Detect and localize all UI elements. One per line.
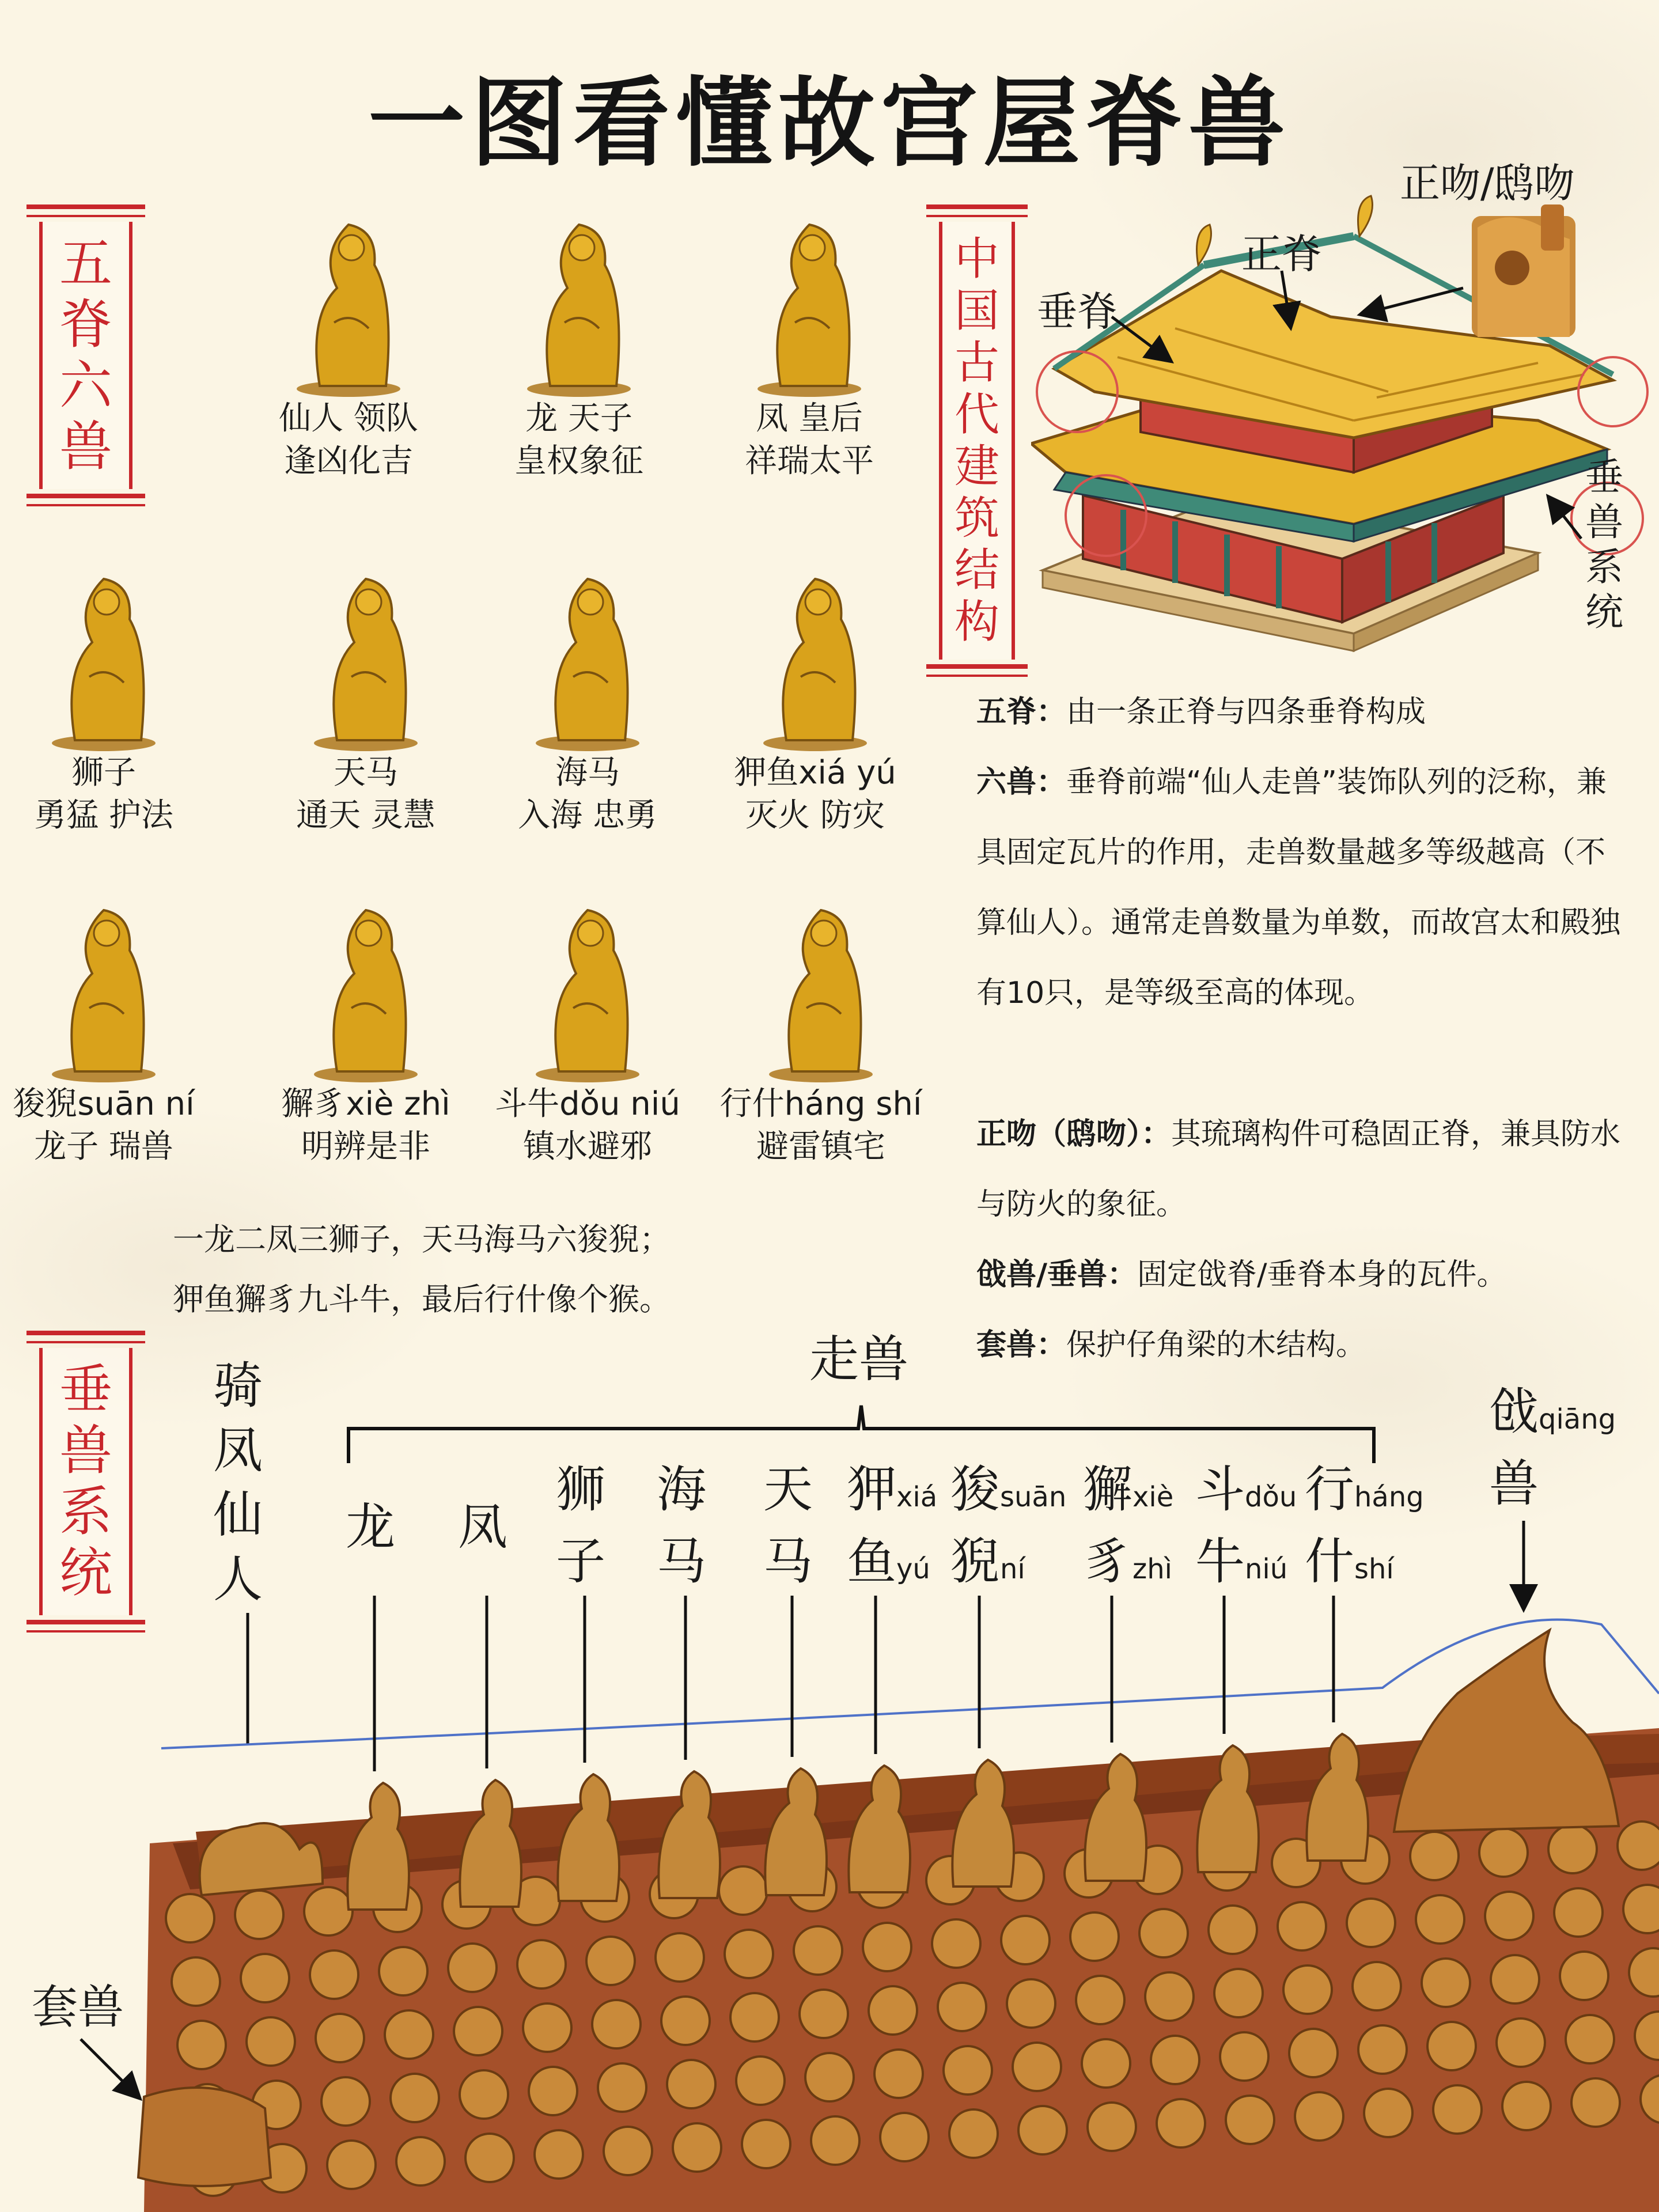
label-zoushou: 走兽	[809, 1331, 908, 1388]
label-char: 狎	[847, 1461, 896, 1518]
rhyme-line: 一龙二凤三狮子，天马海马六狻猊；	[173, 1221, 671, 1257]
beast-name: 狻猊suān ní	[13, 1085, 195, 1123]
roof-tile	[166, 1894, 214, 1942]
roof-tile	[321, 2077, 370, 2126]
explain-term: 六兽：	[976, 765, 1067, 800]
label-char: 天	[763, 1461, 813, 1518]
explain-term: 五脊：	[976, 695, 1067, 729]
roof-tile	[1013, 2043, 1061, 2091]
beast-desc: 避雷镇宅	[756, 1128, 885, 1165]
explain-term: 正吻（鸱吻）：	[976, 1117, 1172, 1152]
label-char: 古	[954, 337, 999, 389]
pinyin: niú	[1245, 1553, 1288, 1585]
pinyin: zhì	[1132, 1553, 1172, 1585]
label-char: 兽	[1489, 1455, 1539, 1513]
beast-desc: 祥瑞太平	[745, 442, 874, 480]
roof-tile	[1433, 2085, 1482, 2134]
roof-tile	[1283, 1965, 1332, 2014]
beast-name: 凤 皇后	[756, 400, 863, 437]
roof-tile	[1497, 2018, 1545, 2067]
roof-tile	[1209, 1906, 1257, 1954]
roof-tile	[661, 1997, 710, 2045]
roof-tile	[235, 1891, 283, 1939]
roof-tile	[736, 2056, 785, 2105]
label-char: 五	[59, 233, 112, 294]
roof-tile	[805, 2053, 854, 2101]
roof-tile	[1001, 1916, 1050, 1964]
roof-tile	[1422, 1959, 1470, 2007]
label-char: 统	[59, 1542, 112, 1604]
roof-tile	[1364, 2089, 1412, 2137]
label-char: 国	[954, 285, 999, 337]
pinyin: yú	[896, 1553, 930, 1585]
explain-term: 戗兽/垂兽：	[976, 1257, 1137, 1292]
beast-desc: 通天 灵慧	[296, 797, 435, 834]
roof-tile	[742, 2120, 790, 2168]
beast-desc: 明辨是非	[301, 1128, 430, 1165]
label-char: 仙	[213, 1486, 263, 1544]
roof-tile	[1076, 1976, 1124, 2024]
beast-name: 海马	[555, 754, 620, 791]
roof-tile	[1289, 2029, 1338, 2077]
roof-tile	[1226, 2096, 1274, 2144]
roof-tile	[1295, 2092, 1343, 2141]
roof-tile	[604, 2127, 652, 2175]
roof-tile	[880, 2113, 929, 2161]
pinyin: shí	[1354, 1553, 1394, 1585]
label-char: 代	[954, 389, 999, 441]
roof-tile	[1145, 1972, 1194, 2021]
label-char: 中	[954, 233, 999, 285]
rhyme-line: 狎鱼獬豸九斗牛，最后行什像个猴。	[173, 1281, 671, 1317]
beast-desc: 勇猛 护法	[34, 797, 173, 834]
label-char: 兽	[59, 416, 112, 478]
roof-tile	[598, 2063, 646, 2112]
zoushou-figure	[460, 1780, 521, 1907]
pinyin: háng	[1354, 1481, 1424, 1513]
roof-tile	[391, 2074, 439, 2122]
zoushou-figure	[558, 1774, 619, 1901]
roof-tile	[529, 2067, 577, 2115]
roof-tile	[1427, 2022, 1476, 2070]
roof-tile	[1560, 1952, 1608, 2000]
pinyin: xiè	[1132, 1481, 1174, 1513]
roof-tile	[1566, 2015, 1614, 2063]
label-char: 筑	[954, 493, 999, 544]
roof-tile	[1358, 2025, 1407, 2074]
label-char: 子	[556, 1533, 605, 1590]
roof-tile	[863, 1923, 911, 1971]
roof-tile	[385, 2010, 433, 2059]
label-char: 海	[657, 1461, 706, 1518]
explain-text: 保护仔角梁的木结构。	[1066, 1328, 1366, 1362]
label-char: 脊	[59, 294, 112, 355]
roof-tile	[1007, 1979, 1055, 2028]
roof-tile	[1571, 2078, 1620, 2127]
roof-tile	[949, 2109, 998, 2158]
label-char: 鱼	[847, 1533, 896, 1590]
explain-text: 其琉璃构件可稳固正脊，兼具防水与防火的象征。	[976, 1117, 1621, 1222]
roof-tile	[811, 2116, 859, 2165]
beast-name: 狮子	[71, 754, 136, 791]
explain-text: 垂脊前端“仙人走兽”装饰队列的泛称，兼具固定瓦片的作用，走兽数量越多等级越高（不算仙人）。通常走兽数量为单数，而故宫太和殿独有10只，是等级至高的体现。	[976, 765, 1621, 1010]
roof-tile	[938, 1983, 986, 2031]
roof-tile	[304, 1887, 353, 1936]
roof-tile	[379, 1947, 427, 1995]
label-char: 戗	[1489, 1383, 1539, 1441]
label-char: 兽	[1585, 500, 1623, 544]
roof-tile	[1410, 1832, 1459, 1880]
roof-tile	[1416, 1895, 1464, 1944]
roof-tile	[725, 1930, 773, 1978]
label-char: 兽	[59, 1420, 112, 1482]
roof-tile	[316, 2014, 364, 2062]
label-char: 什	[1305, 1533, 1354, 1590]
label-char: 骑	[213, 1357, 263, 1415]
roof-tile	[800, 1990, 848, 2038]
beast-name: 斗牛dǒu niú	[495, 1085, 680, 1123]
explain-text: 固定戗脊/垂脊本身的瓦件。	[1137, 1257, 1507, 1292]
label-char: 豸	[1083, 1533, 1132, 1590]
roof-tile	[719, 1866, 767, 1915]
label-zhengwen: 正吻/鸱吻	[1400, 160, 1575, 207]
roof-tile	[1618, 1821, 1659, 1870]
pinyin: ní	[1000, 1553, 1025, 1585]
beast-name: 獬豸xiè zhì	[281, 1085, 450, 1123]
roof-tile	[1157, 2099, 1205, 2147]
roof-tile	[1485, 1892, 1533, 1940]
roof-tile	[327, 2141, 376, 2189]
roof-tile	[517, 1940, 566, 1988]
zoushou-figure	[347, 1783, 409, 1910]
label-char: 构	[954, 596, 999, 648]
label-taoshou: 套兽	[32, 1980, 124, 2034]
roof-tile	[592, 2000, 641, 2048]
label-char: 马	[657, 1533, 706, 1590]
roof-tile	[454, 2007, 502, 2055]
beast-name: 狎鱼xiá yú	[734, 754, 896, 791]
roof-tile	[1082, 2039, 1130, 2088]
roof-tile	[1220, 2032, 1268, 2081]
roof-tile	[874, 2050, 923, 2098]
roof-tile	[1018, 2106, 1067, 2154]
label-chuiji: 垂脊	[1037, 288, 1118, 335]
roof-tile	[1278, 1902, 1326, 1950]
beast-desc: 镇水避邪	[523, 1128, 652, 1165]
beast-desc: 入海 忠勇	[518, 797, 657, 834]
label-char: 垂	[1585, 455, 1623, 499]
roof-tile	[535, 2130, 583, 2179]
label-zhengji: 正脊	[1241, 230, 1322, 278]
zoushou-figure	[765, 1768, 827, 1895]
beast-desc: 龙子 瑞兽	[34, 1128, 173, 1165]
page-title: 一图看懂故宫屋脊兽	[368, 67, 1291, 180]
label-char: 马	[763, 1533, 813, 1590]
roof-tile	[460, 2070, 508, 2119]
roof-tile	[523, 2003, 571, 2052]
roof-tile	[1623, 1885, 1659, 1933]
roof-tile	[1214, 1969, 1263, 2017]
label-char: 狮	[556, 1461, 605, 1518]
roof-tile	[465, 2134, 514, 2182]
roof-tile	[1151, 2036, 1199, 2084]
label-char: 人	[213, 1551, 263, 1608]
beast-name: 天马	[334, 754, 398, 791]
roof-tile	[1088, 2103, 1136, 2151]
roof-tile	[586, 1937, 635, 1985]
label-char: 结	[954, 544, 999, 596]
beast-name: 仙人 领队	[279, 400, 418, 437]
roof-tile	[396, 2137, 445, 2186]
roof-tile	[944, 2046, 992, 2094]
beast-name: 龙 天子	[525, 400, 632, 437]
roof-tile	[667, 2060, 715, 2108]
beast-desc: 逢凶化吉	[284, 442, 413, 480]
pinyin: suān	[1000, 1481, 1067, 1513]
label-char: 行	[1305, 1461, 1354, 1518]
label-char: 建	[954, 441, 999, 493]
beast-desc: 皇权象征	[514, 442, 643, 480]
zoushou-brace	[349, 1406, 1374, 1463]
roof-tile	[310, 1950, 358, 1999]
roof-tile	[1070, 1912, 1119, 1961]
roof-tile	[247, 2017, 295, 2066]
label-char: 凤	[458, 1498, 507, 1556]
roof-tile	[1502, 2082, 1551, 2130]
label-char: 龙	[346, 1498, 395, 1556]
label-char: 猊	[950, 1533, 1000, 1590]
pinyin: qiāng	[1539, 1403, 1616, 1435]
label-char: 狻	[950, 1461, 1000, 1518]
roof-tile	[1491, 1955, 1539, 2003]
explain-text: 由一条正脊与四条垂脊构成	[1066, 695, 1426, 729]
roof-tile	[172, 1957, 220, 2006]
label-char: 系	[59, 1481, 112, 1543]
roof-tile	[177, 2021, 226, 2069]
roof-tile	[794, 1926, 842, 1975]
roof-tile	[1347, 1899, 1395, 1947]
roof-tile	[1548, 1825, 1597, 1873]
roof-tile	[656, 1933, 704, 1982]
label-char: 獬	[1083, 1461, 1132, 1518]
roof-tile	[673, 2123, 721, 2172]
roof-tile	[1554, 1888, 1603, 1937]
roof-tile	[869, 1986, 917, 2035]
label-char: 斗	[1195, 1461, 1245, 1518]
label-char: 六	[59, 355, 112, 416]
label-char: 垂	[59, 1359, 112, 1421]
pinyin: dǒu	[1245, 1481, 1297, 1513]
roof-tile	[1139, 1909, 1188, 1957]
label-char: 统	[1585, 590, 1623, 634]
roof-tile	[730, 1993, 779, 2041]
label-char: 牛	[1195, 1533, 1245, 1590]
zoushou-figure	[658, 1771, 720, 1898]
roof-tile	[448, 1944, 497, 1992]
explain-term: 套兽：	[976, 1328, 1067, 1362]
label-char: 凤	[213, 1422, 263, 1479]
pinyin: xiá	[896, 1481, 938, 1513]
roof-tile	[1479, 1828, 1528, 1877]
label-char: 系	[1585, 545, 1623, 589]
roof-tile	[241, 1954, 289, 2002]
beast-name: 行什háng shí	[719, 1085, 922, 1123]
roof-tile	[932, 1919, 980, 1968]
roof-tile	[1353, 1962, 1401, 2010]
beast-desc: 灭火 防灾	[745, 797, 885, 834]
